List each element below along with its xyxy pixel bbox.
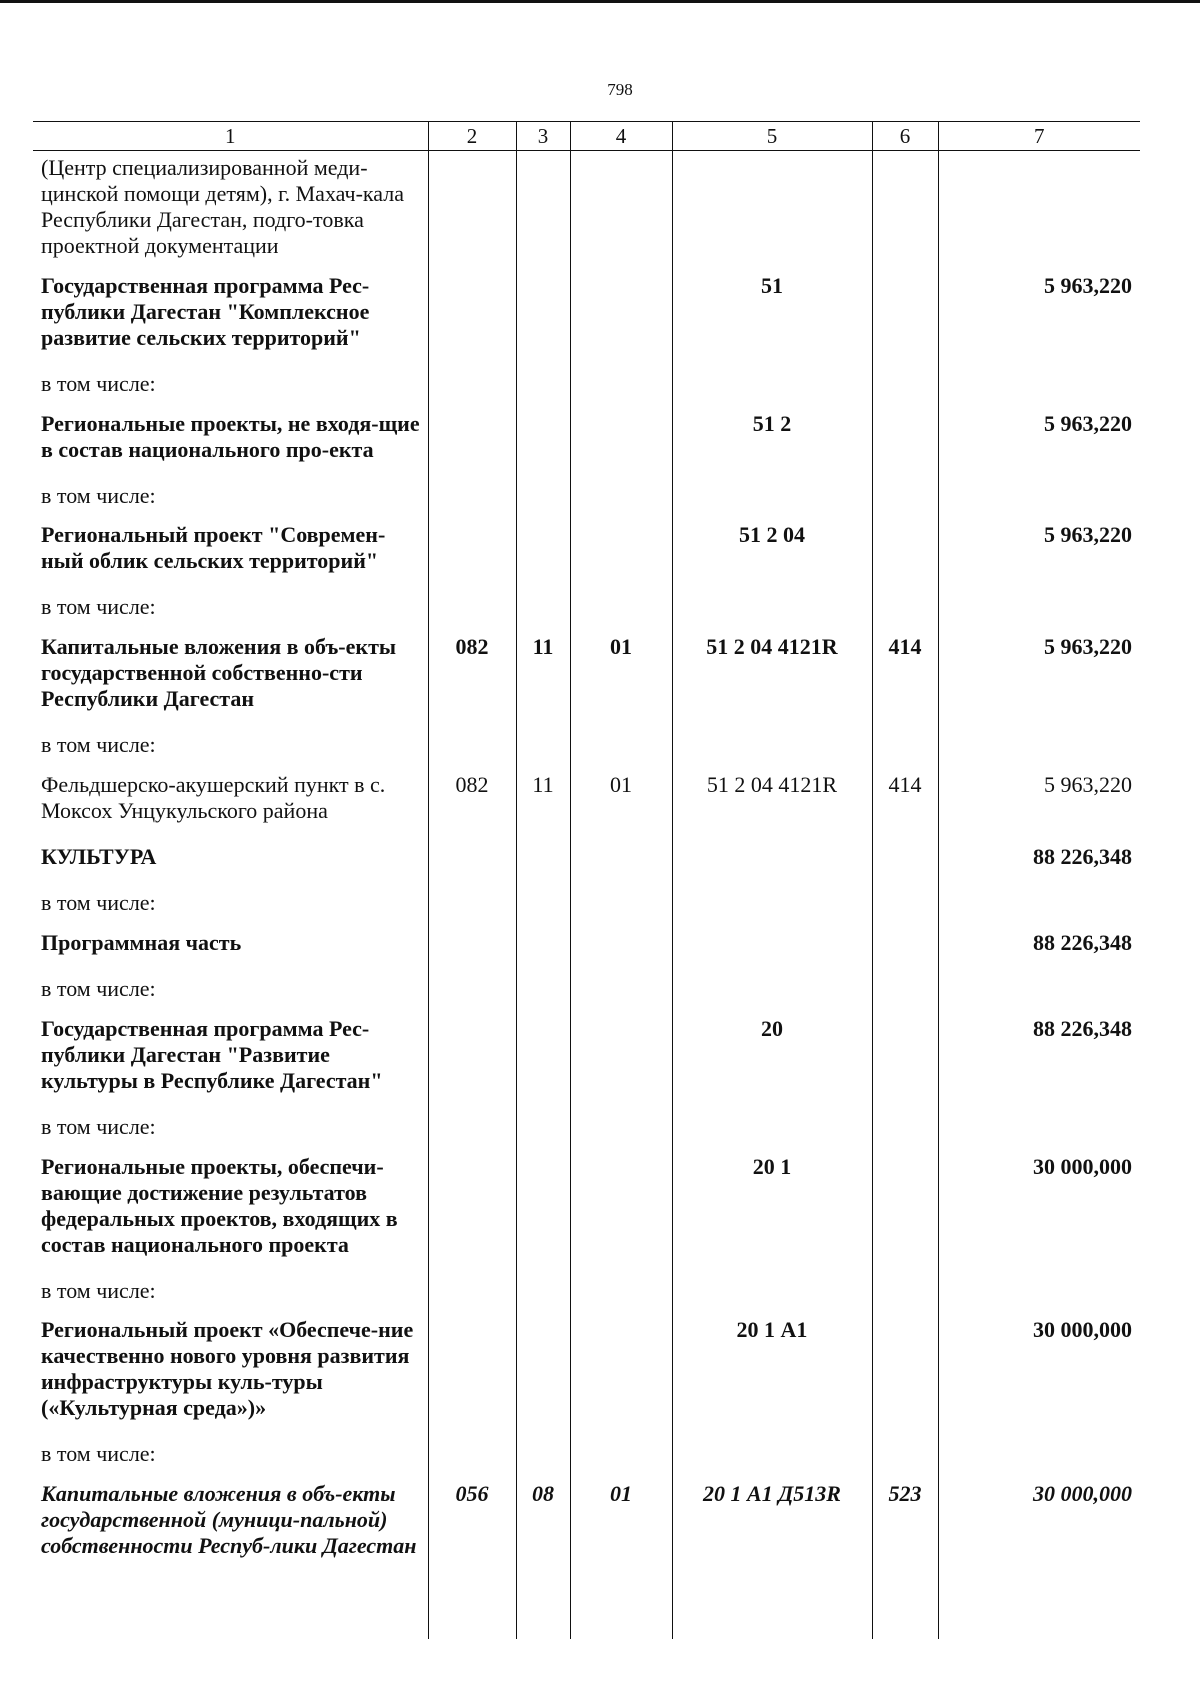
row-chapter [428, 844, 516, 890]
row-amount [938, 732, 1140, 772]
row-expense-type [872, 976, 938, 1016]
table-body [33, 151, 1140, 1640]
row-chapter [428, 732, 516, 772]
row-name: в том числе: [41, 975, 156, 1001]
row-expense-type [872, 890, 938, 930]
row-section [516, 411, 570, 483]
table-row [33, 1114, 1140, 1154]
row-name: в том числе: [41, 732, 156, 758]
header-col-6: 6 [872, 122, 938, 151]
row-name: (Центр специализированной меди-цинской помощи детям), г. Махач-кала Республики Дагестан, подго-товка проектной документации [41, 155, 404, 258]
row-chapter [428, 1317, 516, 1441]
row-chapter [428, 151, 516, 273]
table-row [33, 890, 1140, 930]
row-chapter [428, 1441, 516, 1481]
row-target-article [672, 976, 872, 1016]
row-target-article [672, 483, 872, 523]
row-section [516, 930, 570, 976]
row-chapter [428, 411, 516, 483]
spacer-cell [33, 1579, 428, 1639]
row-target-article [672, 732, 872, 772]
row-section [516, 976, 570, 1016]
row-name: Региональные проекты, не входя-щие в состав национального про-екта [41, 410, 420, 462]
table-row [33, 634, 1140, 732]
row-target-article [672, 371, 872, 411]
row-name: Капитальные вложения в объ-екты государственной собственно-сти Республики Дагестан [41, 634, 397, 712]
row-amount: 5 963,220 [938, 634, 1140, 732]
row-expense-type [872, 522, 938, 594]
row-chapter: 082 [428, 634, 516, 732]
row-amount [938, 890, 1140, 930]
row-expense-type [872, 844, 938, 890]
row-subsection: 01 [570, 772, 672, 844]
row-target-article: 51 2 04 4121R [672, 634, 872, 732]
table-row [33, 594, 1140, 634]
row-amount [938, 483, 1140, 523]
budget-table [33, 121, 1140, 1639]
row-subsection [570, 1154, 672, 1278]
row-name: Государственная программа Рес-публики Дагестан "Комплексное развитие сельских территорий" [41, 272, 370, 350]
row-amount: 30 000,000 [938, 1317, 1140, 1441]
row-target-article [672, 594, 872, 634]
row-target-article [672, 890, 872, 930]
row-expense-type [872, 1114, 938, 1154]
row-section [516, 522, 570, 594]
row-section [516, 1154, 570, 1278]
row-subsection [570, 594, 672, 634]
row-name: в том числе: [41, 370, 156, 396]
row-amount [938, 594, 1140, 634]
page-number: 798 [607, 80, 633, 99]
row-target-article [672, 1278, 872, 1318]
row-amount: 30 000,000 [938, 1154, 1140, 1278]
row-section: 08 [516, 1481, 570, 1579]
spacer-cell [428, 1579, 516, 1639]
row-subsection [570, 151, 672, 273]
row-section [516, 1317, 570, 1441]
table-row [33, 1278, 1140, 1318]
row-amount: 5 963,220 [938, 772, 1140, 844]
row-name: КУЛЬТУРА [41, 844, 157, 870]
row-target-article [672, 930, 872, 976]
row-amount: 88 226,348 [938, 1016, 1140, 1114]
row-section [516, 371, 570, 411]
table-row [33, 1317, 1140, 1441]
row-name: в том числе: [41, 482, 156, 508]
row-amount: 5 963,220 [938, 522, 1140, 594]
row-subsection [570, 273, 672, 371]
row-expense-type [872, 273, 938, 371]
row-subsection: 01 [570, 634, 672, 732]
row-expense-type [872, 1278, 938, 1318]
row-expense-type: 414 [872, 772, 938, 844]
row-chapter [428, 594, 516, 634]
row-subsection [570, 1317, 672, 1441]
header-col-3: 3 [516, 122, 570, 151]
row-target-article [672, 1441, 872, 1481]
row-section [516, 483, 570, 523]
table-row [33, 151, 1140, 273]
header-col-5: 5 [672, 122, 872, 151]
row-amount [938, 976, 1140, 1016]
header-col-7: 7 [938, 122, 1140, 151]
row-name: Фельдшерско-акушерский пункт в с. Моксох Унцукульского района [41, 772, 386, 824]
row-expense-type [872, 732, 938, 772]
row-target-article: 51 2 04 4121R [672, 772, 872, 844]
row-amount [938, 1441, 1140, 1481]
page-top-rule [0, 0, 1200, 3]
row-name: Региональный проект "Современ-ный облик сельских территорий" [41, 522, 386, 574]
row-target-article [672, 1114, 872, 1154]
row-amount: 30 000,000 [938, 1481, 1140, 1579]
row-chapter [428, 976, 516, 1016]
row-name: Государственная программа Рес-публики Дагестан "Развитие культуры в Республике Дагестан" [41, 1015, 383, 1093]
header-row [33, 122, 1140, 151]
row-expense-type [872, 371, 938, 411]
row-name: Региональный проект «Обеспече-ние качественно нового уровня развития инфраструктуры куль-туры («Культурная среда»)» [41, 1317, 414, 1421]
row-section: 11 [516, 634, 570, 732]
row-amount: 88 226,348 [938, 930, 1140, 976]
row-section [516, 890, 570, 930]
row-chapter: 056 [428, 1481, 516, 1579]
row-expense-type: 414 [872, 634, 938, 732]
table-row-spacer [33, 1579, 1140, 1639]
row-name: Региональные проекты, обеспечи-вающие достижение результатов федеральных проектов, входящих в состав национального проекта [41, 1153, 398, 1257]
row-section [516, 1016, 570, 1114]
row-subsection [570, 1278, 672, 1318]
header-col-4: 4 [570, 122, 672, 151]
row-chapter [428, 483, 516, 523]
table-row [33, 371, 1140, 411]
row-section [516, 1114, 570, 1154]
row-name: в том числе: [41, 1277, 156, 1303]
row-chapter [428, 273, 516, 371]
row-target-article: 51 2 [672, 411, 872, 483]
row-name: в том числе: [41, 594, 156, 620]
table-row [33, 1441, 1140, 1481]
row-amount [938, 371, 1140, 411]
row-subsection [570, 844, 672, 890]
header-col-2: 2 [428, 122, 516, 151]
spacer-cell [672, 1579, 872, 1639]
table-row [33, 1016, 1140, 1114]
row-expense-type [872, 483, 938, 523]
row-name: Программная часть [41, 929, 242, 955]
row-section [516, 1278, 570, 1318]
row-target-article: 20 1 [672, 1154, 872, 1278]
row-amount [938, 151, 1140, 273]
row-section [516, 151, 570, 273]
row-section [516, 732, 570, 772]
row-subsection [570, 732, 672, 772]
row-subsection [570, 1441, 672, 1481]
row-subsection: 01 [570, 1481, 672, 1579]
table-row [33, 273, 1140, 371]
spacer-cell [938, 1579, 1140, 1639]
row-subsection [570, 890, 672, 930]
row-name: в том числе: [41, 1441, 156, 1467]
row-section [516, 594, 570, 634]
row-amount: 5 963,220 [938, 411, 1140, 483]
row-expense-type [872, 1016, 938, 1114]
row-name: Капитальные вложения в объ-екты государственной (муници-пальной) собственности Респуб-лики Дагестан [41, 1481, 417, 1559]
spacer-cell [872, 1579, 938, 1639]
row-chapter [428, 522, 516, 594]
row-target-article [672, 151, 872, 273]
row-subsection [570, 522, 672, 594]
table-row [33, 732, 1140, 772]
row-chapter [428, 1114, 516, 1154]
row-name: в том числе: [41, 1113, 156, 1139]
row-amount [938, 1114, 1140, 1154]
row-expense-type [872, 594, 938, 634]
row-subsection [570, 1114, 672, 1154]
row-chapter [428, 1154, 516, 1278]
row-name: в том числе: [41, 890, 156, 916]
table-header [33, 122, 1140, 151]
row-amount [938, 1278, 1140, 1318]
row-subsection [570, 1016, 672, 1114]
row-expense-type: 523 [872, 1481, 938, 1579]
row-subsection [570, 976, 672, 1016]
table-row [33, 522, 1140, 594]
row-chapter: 082 [428, 772, 516, 844]
row-chapter [428, 1016, 516, 1114]
row-amount: 88 226,348 [938, 844, 1140, 890]
row-section [516, 273, 570, 371]
row-expense-type [872, 1441, 938, 1481]
row-target-article [672, 844, 872, 890]
table-row [33, 772, 1140, 844]
row-subsection [570, 411, 672, 483]
spacer-cell [516, 1579, 570, 1639]
row-section [516, 1441, 570, 1481]
row-section [516, 844, 570, 890]
row-target-article: 20 1 А1 [672, 1317, 872, 1441]
row-chapter [428, 1278, 516, 1318]
table-row [33, 483, 1140, 523]
table-row [33, 1154, 1140, 1278]
row-expense-type [872, 1154, 938, 1278]
row-section: 11 [516, 772, 570, 844]
table-row [33, 976, 1140, 1016]
table-row [33, 1481, 1140, 1579]
row-subsection [570, 930, 672, 976]
spacer-cell [570, 1579, 672, 1639]
row-expense-type [872, 411, 938, 483]
row-chapter [428, 371, 516, 411]
row-target-article: 51 [672, 273, 872, 371]
row-amount: 5 963,220 [938, 273, 1140, 371]
row-target-article: 20 [672, 1016, 872, 1114]
row-chapter [428, 890, 516, 930]
header-col-1: 1 [33, 122, 428, 151]
table-row [33, 411, 1140, 483]
row-chapter [428, 930, 516, 976]
table-row [33, 930, 1140, 976]
row-expense-type [872, 151, 938, 273]
row-expense-type [872, 1317, 938, 1441]
table-row [33, 844, 1140, 890]
row-subsection [570, 371, 672, 411]
row-subsection [570, 483, 672, 523]
row-expense-type [872, 930, 938, 976]
row-target-article: 51 2 04 [672, 522, 872, 594]
row-target-article: 20 1 А1 Д513R [672, 1481, 872, 1579]
